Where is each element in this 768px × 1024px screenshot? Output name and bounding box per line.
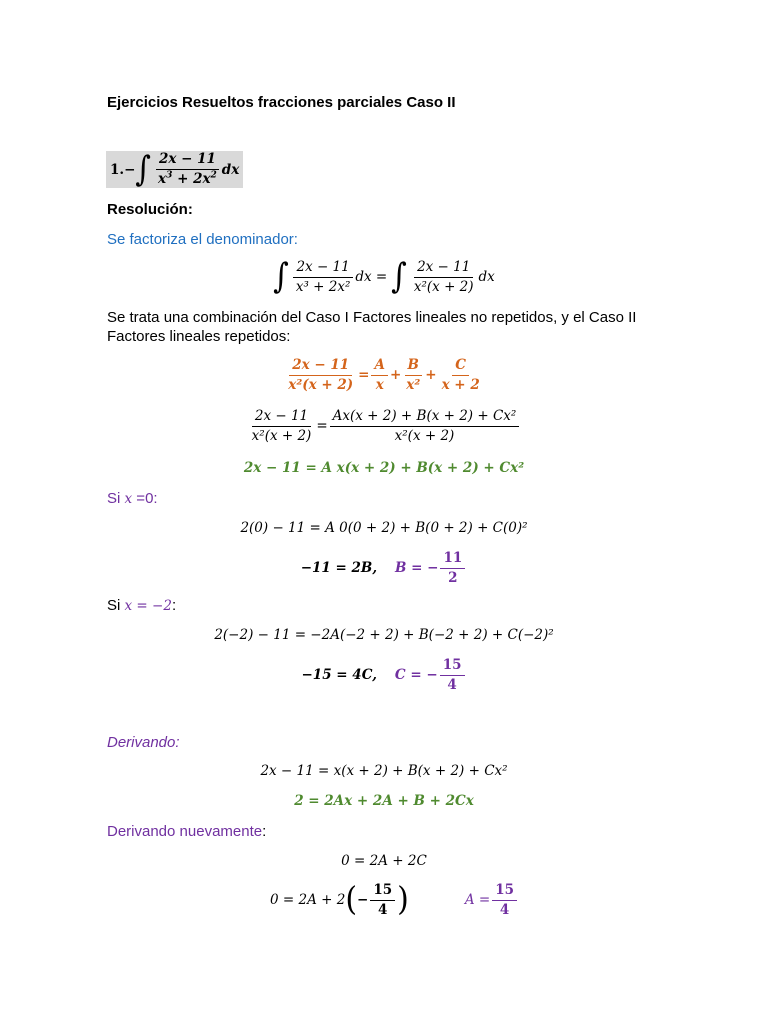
numerator: Ax(x + 2) + B(x + 2) + Cx²: [330, 408, 520, 427]
equation-left: −15 = 4C,: [301, 667, 377, 683]
den-part: + 2x: [172, 171, 211, 187]
equation-solve-a: [270, 878, 519, 922]
paren-open: (: [345, 880, 358, 919]
case-x-minus-two: [107, 596, 176, 616]
denominator: 4: [378, 901, 388, 918]
equation-common-denominator: [0, 406, 768, 446]
fraction-a: [371, 357, 387, 394]
equals-sign: =: [316, 418, 328, 434]
numerator: 2x − 11: [289, 357, 352, 376]
fraction: [293, 259, 354, 296]
combination-paragraph: Se trata una combinación del Caso I Factores lineales no repetidos, y el Caso II Factores lineales repetidos:: [107, 309, 637, 345]
case-rest: :: [171, 597, 177, 614]
numerator: 11: [440, 550, 465, 569]
resolucion-heading: Resolución:: [107, 201, 193, 218]
a-label: A =: [464, 892, 491, 908]
equals-sign: =: [358, 367, 370, 383]
numerator: C: [452, 357, 469, 376]
denominator: 4: [499, 901, 510, 918]
numerator: 15: [370, 882, 395, 901]
integral-sign: ∫: [135, 148, 152, 190]
denominator: x²(x + 2): [288, 376, 354, 393]
derivando-heading: Derivando:: [107, 734, 180, 751]
fraction: [370, 882, 395, 919]
exercise-denominator: [155, 170, 220, 188]
den-exp: 2: [210, 170, 217, 181]
denominator: x²(x + 2): [251, 427, 312, 444]
equation-left: 0 = 2A + 2: [270, 892, 346, 908]
numerator: 2x − 11: [293, 259, 352, 278]
case-variable: x = −2: [124, 598, 172, 614]
numerator: B: [405, 357, 422, 376]
numerator: 15: [492, 882, 517, 901]
equation-partial-fractions: [0, 355, 768, 395]
fraction: [330, 408, 520, 445]
factoriza-text: Se factoriza el denominador:: [107, 231, 298, 248]
fraction: [285, 357, 356, 394]
fraction: [249, 408, 315, 445]
numerator: 2x − 11: [414, 259, 473, 278]
denominator: x + 2: [441, 376, 480, 393]
fraction-b: [403, 357, 423, 394]
minus-sign: −: [357, 892, 369, 908]
exercise-fraction: [155, 151, 220, 188]
equation-derivative-setup: 2x − 11 = x(x + 2) + B(x + 2) + Cx²: [260, 763, 508, 779]
denominator: 2: [448, 569, 458, 586]
equation-identity: 2x − 11 = A x(x + 2) + B(x + 2) + Cx²: [243, 460, 525, 476]
plus-sign: +: [389, 367, 402, 383]
denominator: x: [375, 376, 384, 393]
numerator: A: [371, 357, 387, 376]
exercise-statement: [106, 148, 243, 190]
equation-solve-c: [0, 655, 768, 695]
denominator: x³ + 2x²: [295, 278, 351, 295]
dx: dx: [478, 269, 495, 285]
heading-text: Derivando nuevamente: [107, 823, 263, 840]
equation-first-derivative: 2 = 2Ax + 2A + B + 2Cx: [294, 793, 474, 809]
a-fraction: [492, 882, 517, 919]
denominator: x²(x + 2): [394, 427, 455, 444]
c-fraction: [440, 657, 465, 694]
denominator: 4: [447, 676, 457, 693]
denominator: x²(x + 2): [413, 278, 474, 295]
c-label: C = −: [394, 667, 438, 683]
equation-factorization: [0, 257, 768, 297]
case-rest: =0:: [132, 490, 158, 507]
page-title: Ejercicios Resueltos fracciones parciales Caso II: [107, 94, 456, 111]
heading-colon: :: [262, 823, 267, 840]
b-label: B = −: [395, 560, 439, 576]
case-variable: x: [124, 491, 133, 507]
paren-close: ): [397, 880, 409, 919]
fraction: [411, 259, 477, 296]
case-prefix: Si: [107, 490, 125, 507]
fraction-c: [439, 357, 483, 394]
equation-second-derivative: 0 = 2A + 2C: [341, 853, 427, 869]
equation-solve-b: [0, 548, 768, 588]
integral-sign: ∫: [273, 256, 289, 297]
b-fraction: [440, 550, 465, 587]
case-x-zero: [107, 489, 158, 509]
exercise-number: 1.−: [110, 161, 136, 178]
equation-substitute-minus-two: 2(−2) − 11 = −2A(−2 + 2) + B(−2 + 2) + C(−2)²: [214, 627, 554, 643]
numerator: 15: [440, 657, 465, 676]
derivando-nuevamente-heading: [107, 822, 266, 841]
plus-sign: +: [425, 367, 437, 383]
equation-left: −11 = 2B,: [300, 560, 378, 576]
numerator: 2x − 11: [252, 408, 311, 427]
den-part: x: [158, 171, 167, 187]
denominator: x²: [406, 376, 421, 393]
case-prefix: Si: [107, 597, 125, 614]
den-exp: 3: [166, 170, 173, 181]
exercise-numerator: 2x − 11: [156, 151, 219, 170]
equation-substitute-zero: 2(0) − 11 = A 0(0 + 2) + B(0 + 2) + C(0)²: [240, 520, 528, 536]
dx-equals: dx =: [355, 269, 388, 285]
exercise-dx: dx: [221, 161, 240, 178]
integral-sign: ∫: [391, 256, 407, 297]
